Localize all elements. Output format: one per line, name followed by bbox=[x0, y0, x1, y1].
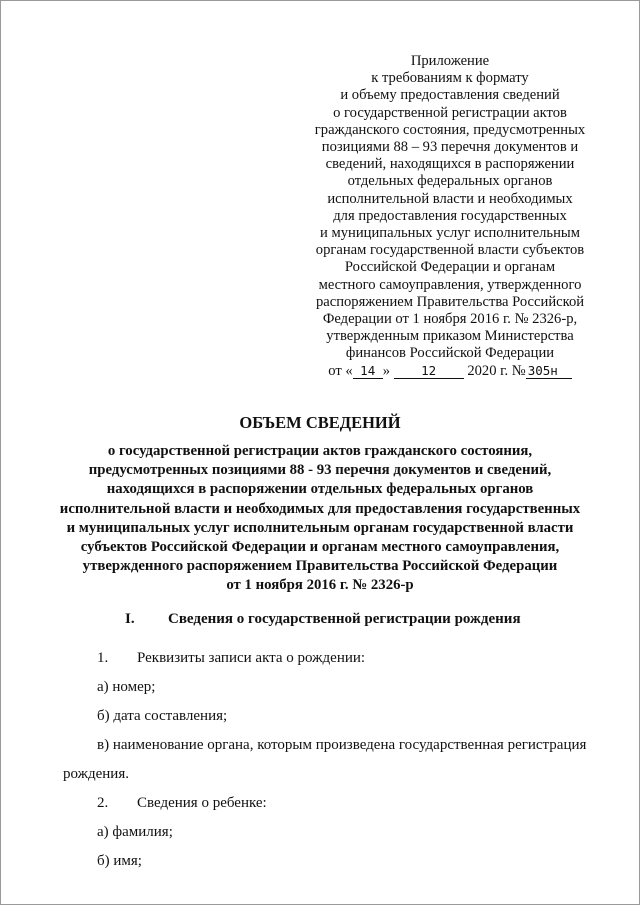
appendix-line: сведений, находящихся в распоряжении bbox=[325, 156, 575, 173]
subtitle-line: исполнительной власти и необходимых для предоставления государственных bbox=[59, 500, 581, 517]
date-quote-close: » bbox=[382, 362, 390, 379]
appendix-line: гражданского состояния, предусмотренных bbox=[314, 121, 586, 138]
date-prefix: от « bbox=[328, 362, 353, 379]
list-item bbox=[97, 795, 267, 812]
subtitle-line: от 1 ноября 2016 г. № 2326-р bbox=[226, 577, 414, 594]
appendix-line: исполнительной власти и необходимых bbox=[327, 190, 573, 207]
appendix-line: Приложение bbox=[410, 53, 490, 69]
subtitle-line: и муниципальных услуг исполнительным органам государственной власти bbox=[66, 519, 574, 536]
date-month-field: 12 bbox=[394, 363, 464, 379]
appendix-line: утвержденным приказом Министерства bbox=[326, 328, 574, 345]
order-date-line bbox=[300, 363, 600, 380]
list-item bbox=[97, 650, 365, 667]
subtitle-line: о государственной регистрации актов гражданского состояния, bbox=[107, 443, 533, 459]
appendix-line: и муниципальных услуг исполнительным bbox=[320, 225, 580, 242]
list-item: б) дата составления; bbox=[97, 708, 228, 724]
section-title: Сведения о государственной регистрации рождения bbox=[168, 611, 521, 627]
date-day-field: 14 bbox=[353, 363, 383, 379]
list-item-continuation: рождения. bbox=[63, 766, 129, 782]
appendix-line: местного самоуправления, утвержденного bbox=[318, 276, 582, 293]
appendix-line: распоряжением Правительства Российской bbox=[315, 293, 585, 310]
subtitle-line: находящихся в распоряжении отдельных федеральных органов bbox=[106, 481, 534, 498]
section-number: I. bbox=[125, 611, 135, 627]
appendix-line: для предоставления государственных bbox=[333, 207, 567, 224]
item-text: Сведения о ребенке: bbox=[137, 795, 267, 811]
appendix-line: о государственной регистрации актов bbox=[333, 104, 567, 121]
appendix-line: позициями 88 – 93 перечня документов и bbox=[321, 139, 579, 156]
item-number: 2. bbox=[97, 795, 109, 811]
item-text: Реквизиты записи акта о рождении: bbox=[137, 650, 366, 666]
subtitle-line: субъектов Российской Федерации и органам местного самоуправления, bbox=[80, 539, 560, 556]
appendix-line: финансов Российской Федерации bbox=[345, 345, 555, 362]
document-subtitle bbox=[40, 442, 600, 596]
order-number-field: 305н bbox=[526, 363, 572, 379]
section-heading bbox=[125, 611, 521, 628]
subtitle-line: утвержденного распоряжением Правительства Российской Федерации bbox=[82, 558, 558, 575]
date-year: 2020 г. № bbox=[467, 362, 526, 379]
appendix-line: Российской Федерации и органам bbox=[344, 259, 556, 276]
appendix-line: к требованиям к формату bbox=[371, 70, 529, 87]
list-item: а) фамилия; bbox=[97, 824, 173, 840]
list-item: б) имя; bbox=[97, 853, 142, 869]
item-number: 1. bbox=[97, 650, 109, 666]
list-item: в) наименование органа, которым произведена государственная регистрация bbox=[97, 737, 587, 753]
document-title: ОБЪЕМ СВЕДЕНИЙ bbox=[239, 413, 401, 432]
appendix-line: Федерации от 1 ноября 2016 г. № 2326-р, bbox=[322, 311, 578, 328]
appendix-block bbox=[300, 53, 600, 380]
appendix-line: отдельных федеральных органов bbox=[347, 173, 553, 190]
list-item: а) номер; bbox=[97, 679, 156, 695]
appendix-line: и объему предоставления сведений bbox=[340, 87, 560, 104]
appendix-line: органам государственной власти субъектов bbox=[315, 242, 585, 259]
subtitle-line: предусмотренных позициями 88 - 93 перечня документов и сведений, bbox=[88, 462, 552, 479]
